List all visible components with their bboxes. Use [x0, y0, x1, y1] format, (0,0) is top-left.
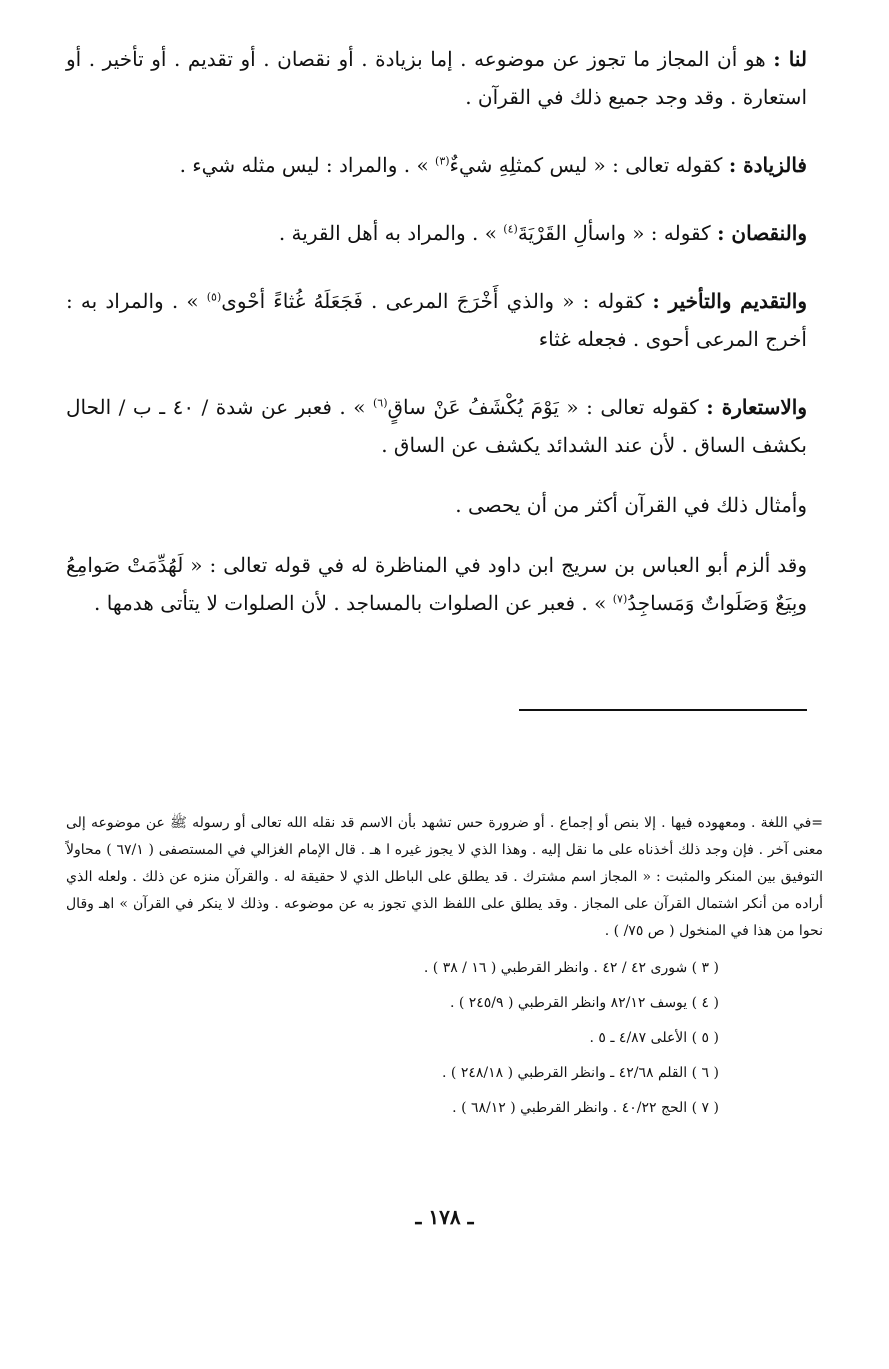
- footnote-4: ( ٤ ) يوسف ٨٢/١٢ وانظر القرطبي ( ٢٤٥/٩ ) .: [449, 995, 719, 1011]
- footnote-6: ( ٦ ) القلم ٤٢/٦٨ ـ وانظر القرطبي ( ٢٤٨/١٨ ) .: [442, 1065, 719, 1081]
- footnote-7: ( ٧ ) الحج ٤٠/٢٢ . وانظر القرطبي ( ٦٨/١٢ ) .: [452, 1100, 719, 1116]
- footnote-3: ( ٣ ) شورى ٤٢ / ٤٢ . وانظر القرطبي ( ١٦ / ٣٨ ) .: [423, 960, 719, 976]
- paragraph-istiara: [66, 388, 807, 464]
- footnote-ref-3: (٣): [435, 154, 450, 168]
- para-text: وأمثال ذلك في القرآن أكثر من أن يحصى .: [455, 493, 807, 517]
- para-text: » . فعبر عن الصلوات بالمساجد . لأن الصلوات لا يتأتى هدمها .: [94, 591, 613, 615]
- para-text: كقوله : « واسألِ القَرْيَةَ: [517, 221, 718, 245]
- lead-istiara: والاستعارة :: [706, 395, 808, 419]
- para-text: » . فعبر عن شدة / ٤٠ ـ ب / الحال بكشف الساق . لأن عند الشدائد يكشف عن الساق .: [66, 395, 807, 457]
- paragraph-ziyada: [66, 146, 807, 184]
- lead-lana: لنا :: [773, 47, 807, 71]
- lead-taqdim: والتقديم والتأخير :: [652, 289, 808, 313]
- paragraph-munazara: [66, 546, 807, 622]
- main-text: [66, 40, 807, 622]
- para-text: كقوله تعالى : « يَوْمَ يُكْشَفُ عَنْ ساقٍ: [387, 395, 707, 419]
- para-text: » . والمراد به أهل القرية .: [278, 221, 504, 245]
- page-number: ـ ١٧٨ ـ: [415, 1205, 474, 1229]
- footnote-separator: [519, 709, 807, 711]
- footnote-continuation: [66, 810, 823, 945]
- footnote-ref-4: (٤): [503, 222, 518, 236]
- para-text: هو أن المجاز ما تجوز عن موضوعه . إما بزيادة . أو نقصان . أو تقديم . أو تأخير . أو استعارة . وقد وجد جميع ذلك في القرآن .: [66, 47, 807, 109]
- para-text: وقد ألزم أبو العباس بن سريج ابن داود في المناظرة له في قوله تعالى : « لَهُدِّمَتْ صَوامِعُ وبِيَعٌ وَصَلَواتٌ وَمَساجِدُ: [66, 553, 807, 615]
- footnotes: [66, 810, 823, 1126]
- continuation-text: في اللغة . ومعهوده فيها . إلا بنص أو إجماع . أو ضرورة حس تشهد بأن الاسم قد نقله الله تعالى أو رسوله ﷺ عن موضوعه إلى معنى آخر . فإن وجد ذلك أخذناه على ما نقل إليه . وهذا الذي لا يجوز غيره ا هـ . قال الإمام الغزالي في المستصفى ( ٦٧/١ ) محاولاً التوفيق بين المنكر والمثبت : « المجاز اسم مشترك . قد يطلق على الباطل الذي لا حقيقة له . والقرآن منزه عن ذلك . ولعله الذي أراده من أنكر اشتمال القرآن على المجاز . وقد يطلق على اللفظ الذي تجوز به عن موضوعه . وذلك لا ينكر في القرآن » اهـ وقال نحوا من هذا في المنخول ( ص ٧٥/ ) .: [66, 815, 823, 939]
- para-text: » . والمراد : ليس مثله شيء .: [179, 153, 436, 177]
- footnote-ref-6: (٦): [373, 396, 388, 410]
- paragraph-amthal: [66, 486, 807, 524]
- footnote-ref-7: (٧): [612, 592, 628, 606]
- paragraph-nuqsan: [66, 214, 807, 252]
- para-text: » . والمراد به : أخرج المرعى أحوى . فجعله غثاء: [66, 289, 807, 351]
- para-text: كقوله تعالى : « ليس كمثلِهِ شيءٌ: [449, 153, 729, 177]
- footnote-list: [66, 951, 823, 1126]
- paragraph-taqdim: [66, 282, 807, 358]
- lead-nuqsan: والنقصان :: [717, 221, 807, 245]
- continuation-mark: =: [811, 815, 823, 831]
- para-text: كقوله : « والذي أَخْرَجَ المرعى . فَجَعَلَهُ غُثاءً أحْوى: [221, 289, 653, 313]
- lead-ziyada: فالزيادة :: [728, 153, 807, 177]
- paragraph-lana: [66, 40, 807, 116]
- footnote-5: ( ٥ ) الأعلى ٤/٨٧ ـ ٥ .: [589, 1030, 719, 1046]
- footnote-ref-5: (٥): [206, 290, 222, 304]
